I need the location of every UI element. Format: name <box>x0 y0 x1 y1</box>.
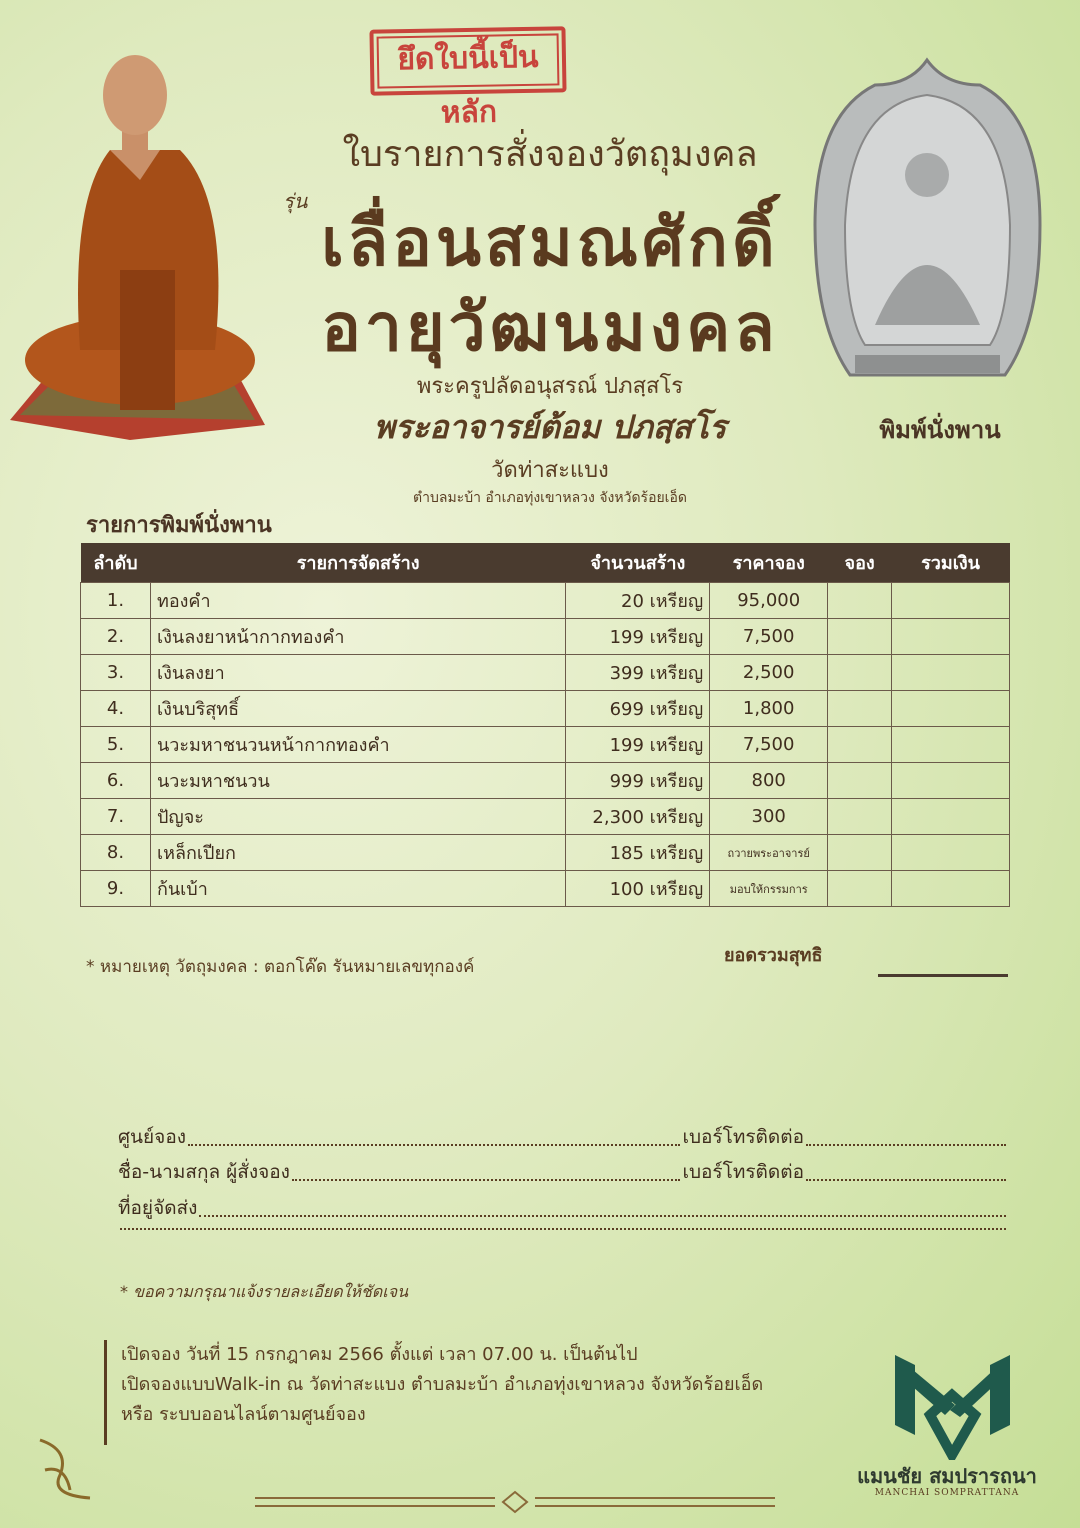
subtotal-input[interactable] <box>892 727 1010 763</box>
monk-photo <box>0 30 270 440</box>
column-header: จำนวนสร้าง <box>566 543 710 583</box>
table-row <box>81 871 1010 907</box>
price: 95,000 <box>710 583 828 619</box>
item-name: ทองคำ <box>150 583 565 619</box>
item-name: เงินบริสุทธิ์ <box>150 691 565 727</box>
ornament-icon <box>30 1430 105 1505</box>
price: มอบให้กรรมการ <box>710 871 828 907</box>
table-row <box>81 763 1010 799</box>
section-title: รายการพิมพ์นั่งพาน <box>86 513 272 538</box>
table-row <box>81 655 1010 691</box>
table-header <box>81 543 1010 583</box>
reserve-input[interactable] <box>828 871 892 907</box>
row-number: 8. <box>81 835 151 871</box>
form-row-address <box>118 1193 1008 1223</box>
price: ถวายพระอาจารย์ <box>710 835 828 871</box>
column-header: ลำดับ <box>81 543 151 583</box>
row-number: 4. <box>81 691 151 727</box>
subtotal-input[interactable] <box>892 583 1010 619</box>
price: 7,500 <box>710 727 828 763</box>
reserve-input[interactable] <box>828 583 892 619</box>
address-input-line2[interactable] <box>120 1228 1006 1230</box>
item-name: นวะมหาชนวน <box>150 763 565 799</box>
phone-label: เบอร์โทรติดต่อ <box>682 1161 804 1183</box>
column-header: ราคาจอง <box>710 543 828 583</box>
quantity: 20 เหรียญ <box>566 583 710 619</box>
item-name: นวะมหาชนวนหน้ากากทองคำ <box>150 727 565 763</box>
series-name-line1: เลื่อนสมณศักดิ์ <box>321 203 779 281</box>
opening-line: เปิดจองแบบWalk-in ณ วัดท่าสะแบง ตำบลมะบ้า อำเภอทุ่งเขาหลวง จังหวัดร้อยเอ็ด <box>121 1374 764 1395</box>
reserve-input[interactable] <box>828 727 892 763</box>
subtotal-input[interactable] <box>892 835 1010 871</box>
net-total-field[interactable] <box>878 974 1008 977</box>
column-header: รวมเงิน <box>892 543 1010 583</box>
column-header: จอง <box>828 543 892 583</box>
subtotal-input[interactable] <box>892 871 1010 907</box>
reserve-input[interactable] <box>828 835 892 871</box>
address-input[interactable] <box>199 1193 1006 1217</box>
reserve-input[interactable] <box>828 799 892 835</box>
brand-name: แมนชัย สมปรารถนา <box>857 1464 1037 1488</box>
quantity: 2,300 เหรียญ <box>566 799 710 835</box>
series-prefix: รุ่น <box>283 189 308 213</box>
amulet-label: พิมพ์นั่งพาน <box>879 416 1001 444</box>
series-name-line2: อายุวัฒนมงคล <box>321 288 779 366</box>
name-label: ชื่อ-นามสกุล ผู้สั่งจอง <box>118 1161 290 1183</box>
center-phone-input[interactable] <box>806 1122 1006 1146</box>
table-row <box>81 583 1010 619</box>
subtotal-input[interactable] <box>892 799 1010 835</box>
reserve-input[interactable] <box>828 763 892 799</box>
form-row-name <box>118 1157 1008 1187</box>
net-total-label: ยอดรวมสุทธิ <box>724 945 823 966</box>
quantity: 699 เหรียญ <box>566 691 710 727</box>
price: 300 <box>710 799 828 835</box>
subtotal-input[interactable] <box>892 763 1010 799</box>
temple-name: วัดท่าสะแบง <box>491 458 609 483</box>
item-name: เหล็กเปียก <box>150 835 565 871</box>
item-name: เงินลงยา <box>150 655 565 691</box>
quantity: 185 เหรียญ <box>566 835 710 871</box>
brand-logo-icon <box>895 1355 1010 1460</box>
form-row-address-2 <box>118 1228 1008 1236</box>
subtotal-input[interactable] <box>892 691 1010 727</box>
table-row <box>81 619 1010 655</box>
form-row-center <box>118 1122 1008 1152</box>
quantity: 199 เหรียญ <box>566 727 710 763</box>
address-label: ที่อยู่จัดส่ง <box>118 1197 198 1219</box>
row-number: 5. <box>81 727 151 763</box>
center-label: ศูนย์จอง <box>118 1126 187 1148</box>
item-name: ก้นเบ้า <box>150 871 565 907</box>
quantity: 100 เหรียญ <box>566 871 710 907</box>
price: 7,500 <box>710 619 828 655</box>
subtotal-input[interactable] <box>892 619 1010 655</box>
reserve-input[interactable] <box>828 691 892 727</box>
opening-info <box>104 1340 763 1445</box>
row-number: 6. <box>81 763 151 799</box>
phone-label: เบอร์โทรติดต่อ <box>682 1126 804 1148</box>
name-phone-input[interactable] <box>806 1157 1006 1181</box>
monk-name: พระอาจารย์ต้อม ปภสฺสโร <box>373 408 727 446</box>
table-row <box>81 799 1010 835</box>
table-row <box>81 691 1010 727</box>
amulet-image <box>805 55 1050 400</box>
table-row <box>81 727 1010 763</box>
opening-line: เปิดจอง วันที่ 15 กรกฎาคม 2566 ตั้งแต่ เวลา 07.00 น. เป็นต้นไป <box>121 1344 638 1365</box>
subtotal-input[interactable] <box>892 655 1010 691</box>
price: 2,500 <box>710 655 828 691</box>
center-input[interactable] <box>188 1122 680 1146</box>
reserve-input[interactable] <box>828 655 892 691</box>
temple-address: ตำบลมะบ้า อำเภอทุ่งเขาหลวง จังหวัดร้อยเอ็ด <box>413 490 687 506</box>
price: 800 <box>710 763 828 799</box>
form-title: ใบรายการสั่งจองวัตถุมงคล <box>342 134 758 175</box>
row-number: 9. <box>81 871 151 907</box>
hint-text: * ขอความกรุณาแจ้งรายละเอียดให้ชัดเจน <box>120 1282 409 1301</box>
quantity: 199 เหรียญ <box>566 619 710 655</box>
row-number: 2. <box>81 619 151 655</box>
order-table <box>80 543 1010 907</box>
quantity: 399 เหรียญ <box>566 655 710 691</box>
row-number: 1. <box>81 583 151 619</box>
stamp-badge: ยึดใบนี้เป็นหลัก <box>369 26 566 95</box>
price: 1,800 <box>710 691 828 727</box>
row-number: 7. <box>81 799 151 835</box>
row-number: 3. <box>81 655 151 691</box>
opening-line: หรือ ระบบออนไลน์ตามศูนย์จอง <box>121 1404 366 1425</box>
brand-name-en: MANCHAI SOMPRATTANA <box>874 1488 1020 1498</box>
name-input[interactable] <box>292 1157 680 1181</box>
monk-title: พระครูปลัดอนุสรณ์ ปภสฺสโร <box>416 374 684 399</box>
divider-ornament <box>255 1490 775 1514</box>
item-name: ปัญจะ <box>150 799 565 835</box>
note-text: * หมายเหตุ วัตถุมงคล : ตอกโค๊ด รันหมายเลขทุกองค์ <box>86 957 475 977</box>
quantity: 999 เหรียญ <box>566 763 710 799</box>
reserve-input[interactable] <box>828 619 892 655</box>
table-row <box>81 835 1010 871</box>
column-header: รายการจัดสร้าง <box>150 543 565 583</box>
item-name: เงินลงยาหน้ากากทองคำ <box>150 619 565 655</box>
